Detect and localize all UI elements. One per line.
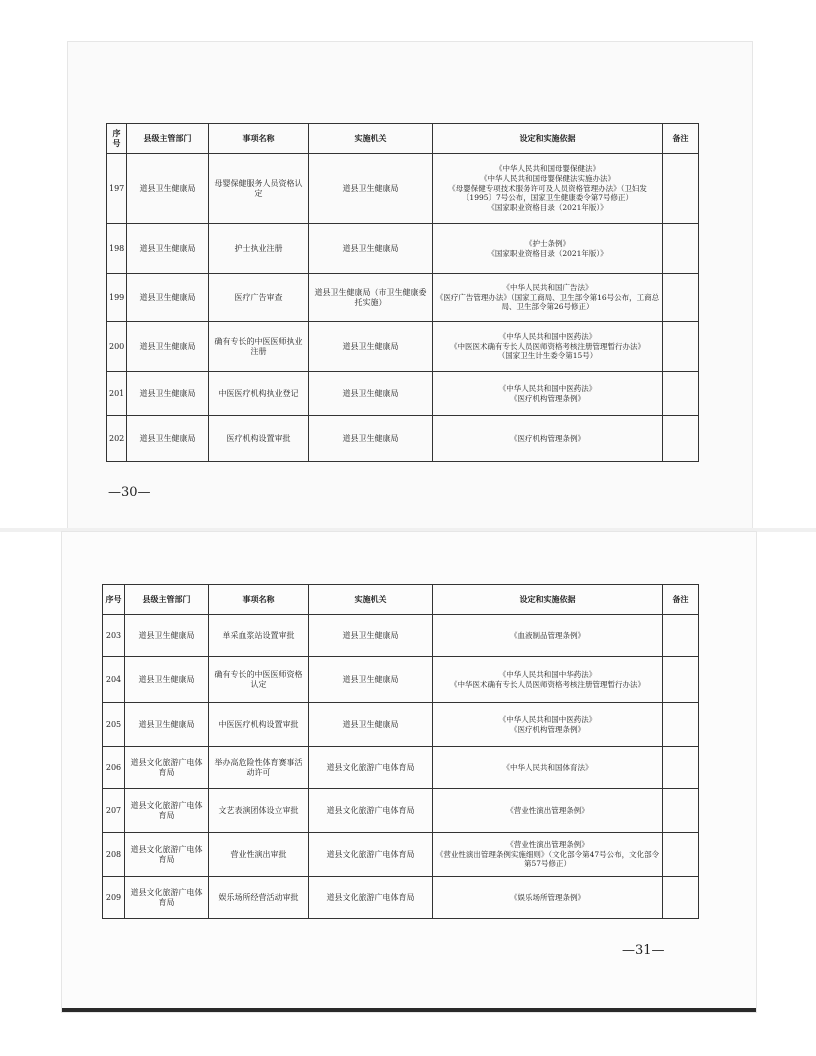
cell-seq: 204 <box>103 657 125 703</box>
cell-item: 中医医疗机构设置审批 <box>209 703 309 747</box>
cell-item: 单采血浆站设置审批 <box>209 615 309 657</box>
table-page-31 <box>102 584 699 919</box>
cell-agency: 道县卫生健康局（市卫生健康委托实施） <box>309 274 433 322</box>
header-dept: 县级主管部门 <box>127 124 209 154</box>
cell-basis <box>433 789 663 833</box>
table-row <box>103 789 699 833</box>
basis-line: 《中华人民共和国中医药法》 <box>498 383 597 393</box>
cell-agency: 道县卫生健康局 <box>309 322 433 372</box>
cell-item: 医疗广告审查 <box>209 274 309 322</box>
header-basis: 设定和实施依据 <box>433 124 663 154</box>
cell-seq: 206 <box>103 747 125 789</box>
basis-line: 《国家职业资格目录（2021年版）》 <box>487 203 608 213</box>
cell-note <box>663 877 699 919</box>
cell-agency: 道县文化旅游广电体育局 <box>309 747 433 789</box>
basis-line: 《护士条例》 <box>525 238 570 248</box>
cell-dept: 道县卫生健康局 <box>127 154 209 224</box>
cell-item: 医疗机构设置审批 <box>209 416 309 462</box>
cell-dept: 道县卫生健康局 <box>127 416 209 462</box>
cell-basis <box>433 615 663 657</box>
cell-agency: 道县卫生健康局 <box>309 657 433 703</box>
table-row <box>107 274 699 322</box>
cell-agency: 道县卫生健康局 <box>309 372 433 416</box>
cell-basis <box>433 154 663 224</box>
cell-basis <box>433 657 663 703</box>
basis-line: 《营业性演出管理条例》 <box>506 805 589 815</box>
cell-agency: 道县文化旅游广电体育局 <box>309 833 433 877</box>
header-note: 备注 <box>663 585 699 615</box>
cell-basis <box>433 224 663 274</box>
cell-item: 护士执业注册 <box>209 224 309 274</box>
cell-dept: 道县卫生健康局 <box>127 322 209 372</box>
basis-line: 《医疗机构管理条例》 <box>510 724 585 734</box>
basis-line: 《中华人民共和国中华药法》 <box>498 669 597 679</box>
basis-line: 《中华人民共和国广告法》 <box>502 282 593 292</box>
cell-agency: 道县卫生健康局 <box>309 615 433 657</box>
cell-seq: 200 <box>107 322 127 372</box>
basis-line: 《中华人民共和国母婴保健法实施办法》 <box>480 173 615 183</box>
cell-agency: 道县文化旅游广电体育局 <box>309 789 433 833</box>
basis-line: （国家卫生计生委令第15号） <box>497 351 598 361</box>
table-row <box>107 322 699 372</box>
cell-seq: 207 <box>103 789 125 833</box>
page-number-30: —30— <box>108 485 151 500</box>
header-item: 事项名称 <box>209 124 309 154</box>
basis-line: 《医疗广告管理办法》（国家工商局、卫生部令第16号公布，工商总局、卫生部令第26号修正） <box>435 292 660 312</box>
page-number-31: —31— <box>622 943 665 958</box>
cell-agency: 道县卫生健康局 <box>309 703 433 747</box>
basis-line: 《中华人民共和国中医药法》 <box>498 714 597 724</box>
basis-line: 《营业性演出管理条例》 <box>506 839 589 849</box>
cell-dept: 道县文化旅游广电体育局 <box>125 833 209 877</box>
cell-item: 营业性演出审批 <box>209 833 309 877</box>
table-row <box>103 833 699 877</box>
cell-item: 母婴保健服务人员资格认定 <box>209 154 309 224</box>
table-body-page-31 <box>103 615 699 919</box>
cell-seq: 201 <box>107 372 127 416</box>
cell-note <box>663 789 699 833</box>
table-row <box>103 615 699 657</box>
cell-note <box>663 615 699 657</box>
table-header-row <box>103 585 699 615</box>
cell-item: 文艺表演团体设立审批 <box>209 789 309 833</box>
cell-basis <box>433 877 663 919</box>
table-page-30 <box>106 123 699 462</box>
basis-line: 《中华人民共和国母婴保健法》 <box>495 164 600 174</box>
cell-note <box>663 224 699 274</box>
cell-note <box>663 274 699 322</box>
cell-note <box>663 833 699 877</box>
cell-basis <box>433 274 663 322</box>
cell-note <box>663 703 699 747</box>
cell-dept: 道县卫生健康局 <box>127 372 209 416</box>
cell-seq: 203 <box>103 615 125 657</box>
cell-basis <box>433 416 663 462</box>
table-row <box>107 154 699 224</box>
cell-dept: 道县卫生健康局 <box>125 615 209 657</box>
table-body-page-30 <box>107 154 699 462</box>
header-note: 备注 <box>663 124 699 154</box>
cell-dept: 道县卫生健康局 <box>127 224 209 274</box>
cell-seq: 198 <box>107 224 127 274</box>
cell-agency: 道县卫生健康局 <box>309 224 433 274</box>
table-row <box>103 657 699 703</box>
cell-seq: 205 <box>103 703 125 747</box>
cell-note <box>663 154 699 224</box>
header-agency: 实施机关 <box>309 585 433 615</box>
cell-dept: 道县文化旅游广电体育局 <box>125 747 209 789</box>
table-row <box>107 416 699 462</box>
cell-basis <box>433 322 663 372</box>
cell-dept: 道县卫生健康局 <box>125 703 209 747</box>
basis-line: 《中华医术确有专长人员医师资格考核注册管理暂行办法》 <box>450 679 645 689</box>
cell-agency: 道县卫生健康局 <box>309 154 433 224</box>
cell-item: 确有专长的中医医师资格认定 <box>209 657 309 703</box>
cell-basis <box>433 703 663 747</box>
table-header-row <box>107 124 699 154</box>
basis-line: 《国家职业资格目录（2021年版）》 <box>487 248 608 258</box>
cell-seq: 209 <box>103 877 125 919</box>
header-basis: 设定和实施依据 <box>433 585 663 615</box>
cell-seq: 199 <box>107 274 127 322</box>
cell-note <box>663 416 699 462</box>
table-row <box>103 703 699 747</box>
basis-line: 《娱乐场所管理条例》 <box>510 892 585 902</box>
table-row <box>107 372 699 416</box>
table-row <box>103 877 699 919</box>
header-agency: 实施机关 <box>309 124 433 154</box>
cell-item: 举办高危险性体育赛事活动许可 <box>209 747 309 789</box>
basis-line: 《血液制品管理条例》 <box>510 630 585 640</box>
cell-seq: 208 <box>103 833 125 877</box>
cell-dept: 道县卫生健康局 <box>125 657 209 703</box>
table-row <box>103 747 699 789</box>
cell-dept: 道县文化旅游广电体育局 <box>125 877 209 919</box>
cell-dept: 道县文化旅游广电体育局 <box>125 789 209 833</box>
header-seq: 序号 <box>103 585 125 615</box>
cell-basis <box>433 833 663 877</box>
basis-line: 《中华人民共和国体育法》 <box>502 762 593 772</box>
scan-edge-shadow <box>62 1008 756 1012</box>
cell-seq: 202 <box>107 416 127 462</box>
cell-item: 中医医疗机构执业登记 <box>209 372 309 416</box>
cell-agency: 道县卫生健康局 <box>309 416 433 462</box>
cell-basis <box>433 747 663 789</box>
basis-line: 《医疗机构管理条例》 <box>510 393 585 403</box>
basis-line: 《医疗机构管理条例》 <box>510 433 585 443</box>
cell-item: 娱乐场所经营活动审批 <box>209 877 309 919</box>
cell-agency: 道县文化旅游广电体育局 <box>309 877 433 919</box>
header-seq: 序号 <box>107 124 127 154</box>
basis-line: 《营业性演出管理条例实施细则》（文化部令第47号公布，文化部令第57号修正） <box>435 849 660 869</box>
cell-dept: 道县卫生健康局 <box>127 274 209 322</box>
cell-note <box>663 372 699 416</box>
basis-line: 《中医医术确有专长人员医师资格考核注册管理暂行办法》 <box>450 341 645 351</box>
basis-line: 《母婴保健专项技术服务许可及人员资格管理办法》（卫妇发〔1995〕7号公布，国家卫生健康委令第7号修正） <box>448 183 647 203</box>
cell-basis <box>433 372 663 416</box>
header-item: 事项名称 <box>209 585 309 615</box>
basis-line: 《中华人民共和国中医药法》 <box>498 331 597 341</box>
cell-note <box>663 657 699 703</box>
table-row <box>107 224 699 274</box>
cell-note <box>663 747 699 789</box>
header-dept: 县级主管部门 <box>125 585 209 615</box>
cell-seq: 197 <box>107 154 127 224</box>
cell-item: 确有专长的中医医师执业注册 <box>209 322 309 372</box>
cell-note <box>663 322 699 372</box>
